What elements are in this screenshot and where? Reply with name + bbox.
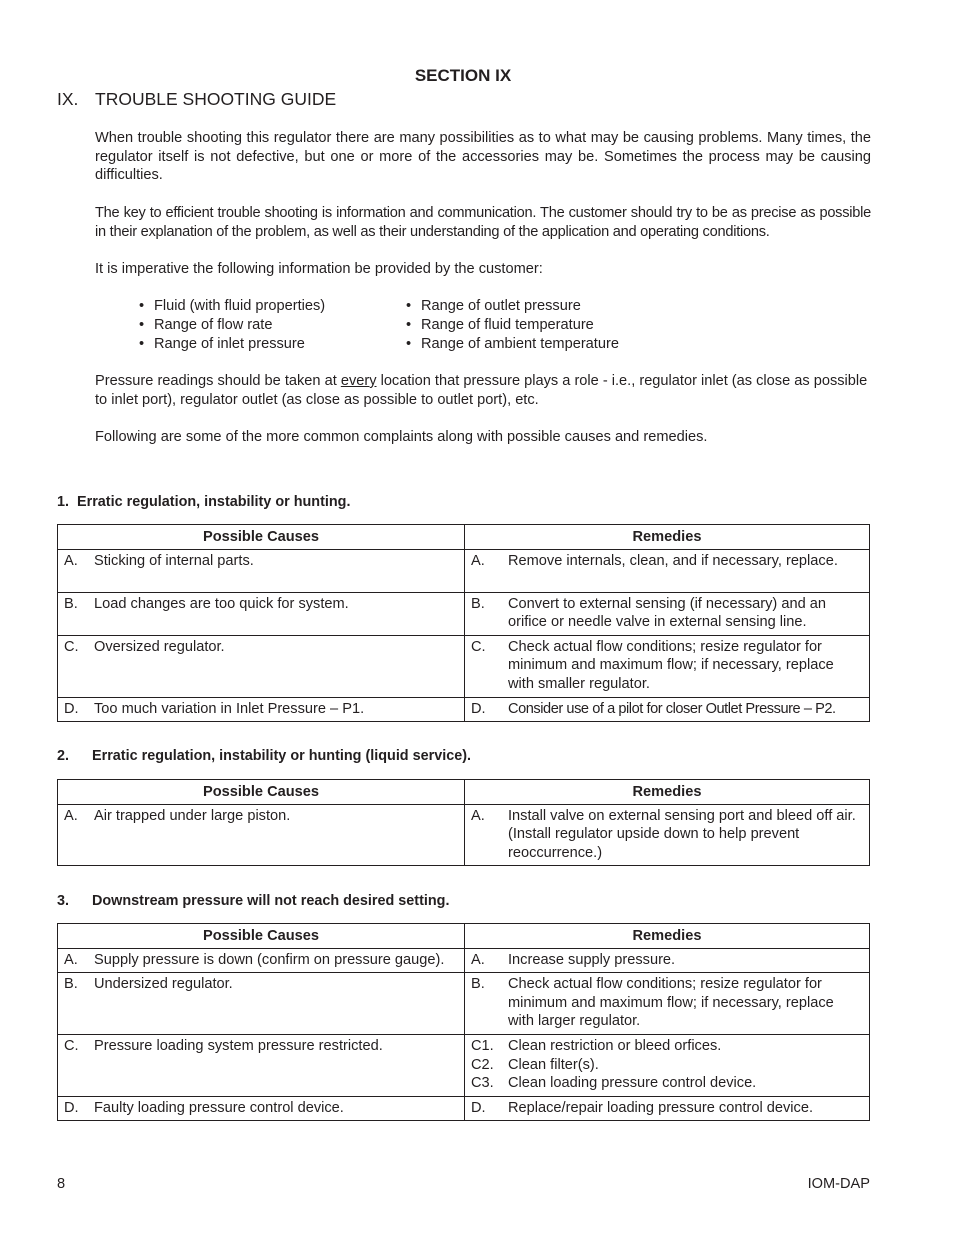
intro-paragraph-2: The key to efficient trouble shooting is information and communication. The customer should try to be as precise as possible in their explanation of the problem, as well as their understanding of the application and operating conditions. — [95, 205, 871, 240]
problem-number: 1. — [57, 494, 70, 510]
intro-paragraph-4: Pressure readings should be taken at every location that pressure plays a role - i.e., regulator inlet (as close as possible to inlet port), regulator outlet (as close as possible to outlet port), etc. — [95, 373, 868, 408]
table-row — [58, 635, 870, 697]
problem-1-table — [57, 524, 870, 722]
list-item: • Range of flow rate — [139, 317, 273, 333]
list-item: • Fluid (with fluid properties) — [139, 298, 326, 314]
cause-cell: D. Too much variation in Inlet Pressure – P1. — [58, 697, 465, 722]
remedies-column-header: Remedies — [465, 525, 870, 550]
bullet-icon: • — [406, 298, 412, 314]
page-number: 8 — [57, 1176, 66, 1192]
problem-title: Downstream pressure will not reach desired setting. — [92, 893, 450, 909]
remedy-cell: A. Install valve on external sensing port and bleed off air.(Install regulator upside down to help prevent reoccurrence.) — [465, 804, 870, 866]
cause-cell: A. Supply pressure is down (confirm on pressure gauge). — [58, 948, 465, 973]
table-row — [58, 973, 870, 1035]
bullet-icon: • — [139, 298, 145, 314]
cause-cell: B. Undersized regulator. — [58, 973, 465, 1035]
cause-cell: B. Load changes are too quick for system. — [58, 592, 465, 635]
remedy-cell: D. Consider use of a pilot for closer Outlet Pressure – P2. — [465, 697, 870, 722]
cause-cell: D. Faulty loading pressure control device. — [58, 1096, 465, 1121]
cause-cell: C. Pressure loading system pressure restricted. — [58, 1034, 465, 1096]
causes-column-header: Possible Causes — [58, 924, 465, 949]
list-item: • Range of outlet pressure — [406, 298, 581, 314]
problem-title: Erratic regulation, instability or hunting. — [77, 494, 351, 510]
remedy-cell: C1. Clean restriction or bleed orfices. C2. Clean filter(s). C3. Clean loading pressure control device. — [465, 1034, 870, 1096]
emphasized-word: every — [340, 373, 377, 389]
cause-cell: C. Oversized regulator. — [58, 635, 465, 697]
remedy-cell: A. Remove internals, clean, and if necessary, replace. — [465, 549, 870, 592]
cause-cell: A. Sticking of internal parts. — [58, 549, 465, 592]
causes-column-header: Possible Causes — [58, 780, 465, 805]
section-number: IX. — [57, 89, 79, 109]
remedy-cell: B. Check actual flow conditions; resize regulator for minimum and maximum flow; if necessary, replace with larger regulator. — [465, 973, 870, 1035]
table-row — [58, 948, 870, 973]
intro-paragraph-3: It is imperative the following information be provided by the customer: — [95, 261, 543, 277]
guide-title-text: TROUBLE SHOOTING GUIDE — [95, 89, 337, 109]
intro-paragraph-5: Following are some of the more common complaints along with possible causes and remedies. — [95, 429, 708, 445]
required-info-column-right — [406, 297, 676, 354]
page-title — [57, 89, 336, 110]
table-header-row — [58, 780, 870, 805]
remedy-cell: C. Check actual flow conditions; resize regulator for minimum and maximum flow; if necessary, replace with smaller regulator. — [465, 635, 870, 697]
required-info-column-left — [139, 297, 409, 354]
table-row — [58, 592, 870, 635]
causes-column-header: Possible Causes — [58, 525, 465, 550]
problem-number: 3. — [57, 893, 70, 909]
table-header-row — [58, 525, 870, 550]
problem-number: 2. — [57, 748, 70, 764]
bullet-icon: • — [139, 317, 145, 333]
remedy-cell: B. Convert to external sensing (if necessary) and an orifice or needle valve in external sensing line. — [465, 592, 870, 635]
remedies-column-header: Remedies — [465, 924, 870, 949]
problem-3-table — [57, 923, 870, 1121]
intro-paragraph-1: When trouble shooting this regulator there are many possibilities as to what may be causing problems. Many times, the regulator itself is not defective, but one or more of the accessories may be. Sometimes the process may be causing difficulties. — [95, 130, 871, 184]
problem-1-heading — [57, 494, 350, 510]
table-row — [58, 1096, 870, 1121]
bullet-icon: • — [406, 336, 412, 352]
table-row — [58, 804, 870, 866]
table-row — [58, 697, 870, 722]
list-item: • Range of fluid temperature — [406, 317, 594, 333]
list-item: • Range of inlet pressure — [139, 336, 305, 352]
remedies-column-header: Remedies — [465, 780, 870, 805]
problem-title: Erratic regulation, instability or hunting (liquid service). — [92, 748, 472, 764]
table-header-row — [58, 924, 870, 949]
table-row — [58, 1034, 870, 1096]
problem-2-table — [57, 779, 870, 866]
problem-2-heading — [57, 748, 471, 764]
document-code: IOM-DAP — [807, 1176, 870, 1192]
bullet-icon: • — [139, 336, 145, 352]
bullet-icon: • — [406, 317, 412, 333]
table-row — [58, 549, 870, 592]
remedy-cell: D. Replace/repair loading pressure control device. — [465, 1096, 870, 1121]
cause-cell: A. Air trapped under large piston. — [58, 804, 465, 866]
list-item: • Range of ambient temperature — [406, 336, 619, 352]
remedy-cell: A. Increase supply pressure. — [465, 948, 870, 973]
problem-3-heading — [57, 893, 449, 909]
section-title: SECTION IX — [414, 66, 512, 85]
